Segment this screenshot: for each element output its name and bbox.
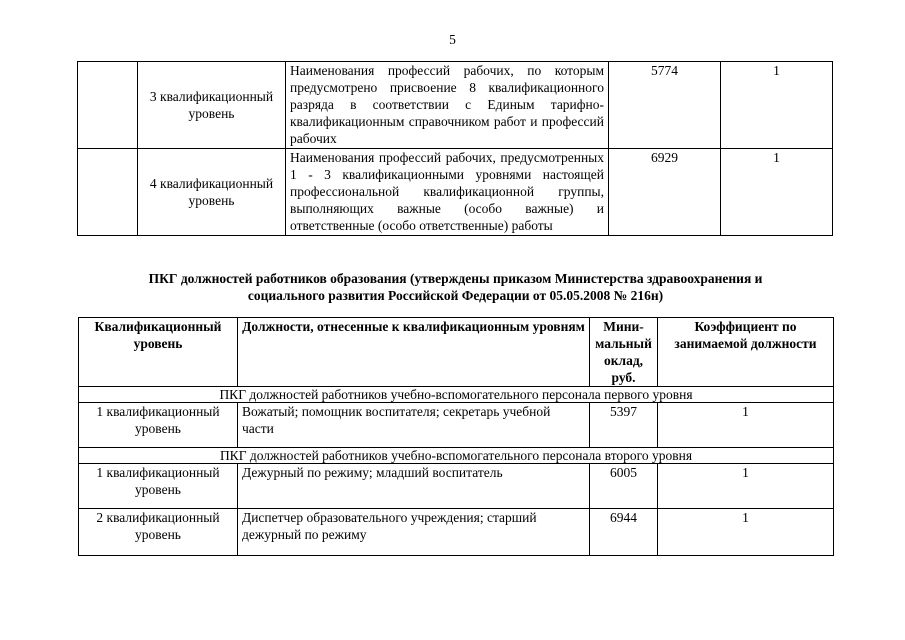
header-positions: Должности, отнесенные к квалификационным уровням — [238, 318, 590, 387]
positions-cell: Вожатый; помощник воспитателя; секретарь учебной части — [238, 403, 590, 448]
section-title-line: ПКГ должностей работников образования (утверждены приказом Министерства здравоохранения и — [148, 271, 763, 286]
salary-cell: 6005 — [590, 464, 658, 509]
section-title — [78, 270, 833, 304]
group-cell — [78, 149, 138, 236]
table-row — [78, 149, 833, 236]
group-row — [79, 448, 834, 464]
section-title-line: социального развития Российской Федерации от 05.05.2008 № 216н) — [247, 288, 664, 303]
group-row — [79, 387, 834, 403]
group-cell — [78, 62, 138, 149]
level-cell: 4 квалификационный уровень — [138, 149, 286, 236]
salary-cell: 5397 — [590, 403, 658, 448]
group-title: ПКГ должностей работников учебно-вспомогательного персонала второго уровня — [79, 448, 834, 464]
coefficient-cell: 1 — [721, 149, 833, 236]
positions-cell: Дежурный по режиму; младший воспитатель — [238, 464, 590, 509]
coefficient-cell: 1 — [658, 403, 834, 448]
page-number: 5 — [449, 32, 456, 47]
coefficient-cell: 1 — [658, 509, 834, 556]
salary-cell: 5774 — [609, 62, 721, 149]
header-salary: Мини-мальный оклад, руб. — [590, 318, 658, 387]
level-cell: 2 квалификационный уровень — [79, 509, 238, 556]
salary-cell: 6929 — [609, 149, 721, 236]
coefficient-cell: 1 — [658, 464, 834, 509]
description-cell: Наименования профессий рабочих, предусмотренных 1 - 3 квалификационными уровнями настоящей профессиональной квалификационной группы, выполняющих важные (особо важные) и ответственные (особо ответственные) работы — [286, 149, 609, 236]
level-cell: 3 квалификационный уровень — [138, 62, 286, 149]
header-coefficient: Коэффициент по занимаемой должности — [658, 318, 834, 387]
education-table — [78, 317, 834, 556]
table-row — [79, 403, 834, 448]
table-row — [79, 464, 834, 509]
level-cell: 1 квалификационный уровень — [79, 403, 238, 448]
coefficient-cell: 1 — [721, 62, 833, 149]
group-title: ПКГ должностей работников учебно-вспомогательного персонала первого уровня — [79, 387, 834, 403]
description-cell: Наименования профессий рабочих, по которым предусмотрено присвоение 8 квалификационного разряда в соответствии с Единым тарифно-квалификационным справочником работ и профессий рабочих — [286, 62, 609, 149]
positions-cell: Диспетчер образовательного учреждения; старший дежурный по режиму — [238, 509, 590, 556]
header-level: Квалификационный уровень — [79, 318, 238, 387]
table-row — [78, 62, 833, 149]
continued-table — [77, 61, 833, 236]
level-cell: 1 квалификационный уровень — [79, 464, 238, 509]
header-row — [79, 318, 834, 387]
salary-cell: 6944 — [590, 509, 658, 556]
table-row — [79, 509, 834, 556]
